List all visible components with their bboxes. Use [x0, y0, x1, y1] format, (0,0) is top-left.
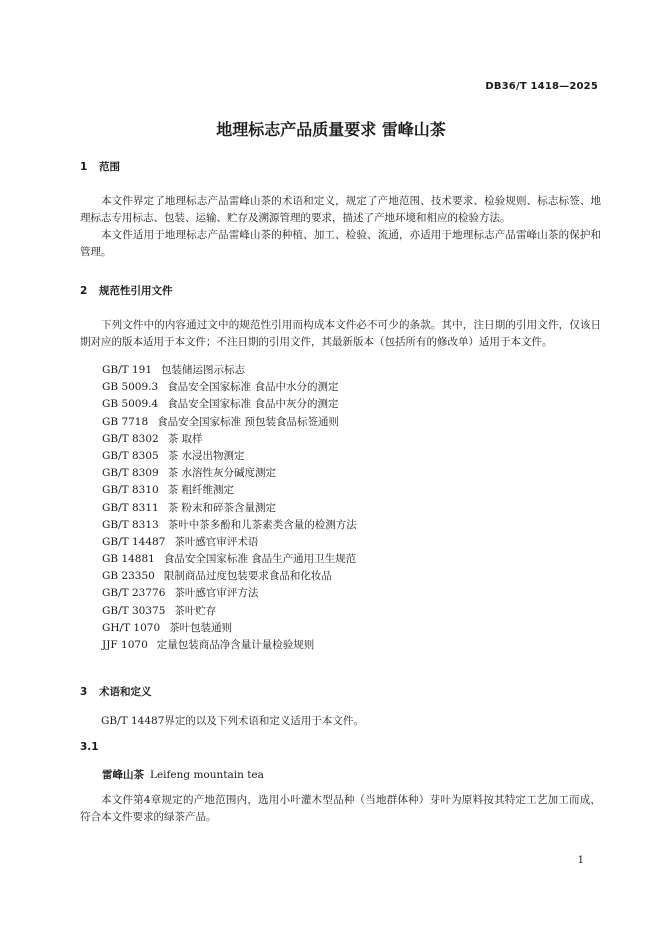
reference-item — [102, 448, 357, 465]
reference-title: 限制商品过度包装要求食品和化妆品 — [163, 570, 332, 583]
reference-code: GH/T 1070 — [102, 621, 161, 634]
reference-title: 定量包装商品净含量计量检验规则 — [156, 639, 315, 651]
reference-item — [102, 500, 357, 517]
reference-code: GB/T 23776 — [102, 587, 166, 600]
reference-item — [102, 637, 357, 654]
section-1-paragraph-2: 本文件适用于地理标志产品雷峰山茶的种植、加工、检验、流通，亦适用于地理标志产品雷峰山茶的保护和管理。 — [80, 229, 601, 259]
reference-code: GB/T 8311 — [102, 501, 159, 514]
reference-code: GB/T 191 — [102, 364, 153, 376]
term-chinese: 雷峰山茶 — [102, 769, 144, 781]
term-entry — [102, 767, 264, 782]
section-3-paragraph-1: GB/T 14487界定的以及下列术语和定义适用于本文件。 — [101, 715, 364, 727]
section-2-paragraph-1: 下列文件中的内容通过文中的规范性引用而构成本文件必不可少的条款。其中，注日期的引用文件，仅该日期对应的版本适用于本文件；不注日期的引用文件，其最新版本（包括所有的修改单）适用于本文件。 — [80, 319, 601, 349]
term-definition: 本文件第4章规定的产地范围内，选用小叶灌木型品种（当地群体种）芽叶为原料按其特定工艺加工而成，符合本文件要求的绿茶产品。 — [80, 794, 601, 824]
reference-list — [102, 362, 357, 654]
reference-title: 食品安全国家标准 预包装食品标签通则 — [157, 415, 340, 428]
reference-item — [102, 431, 357, 448]
section-number: 3 — [80, 686, 88, 698]
section-number: 1 — [80, 161, 88, 173]
document-title: 地理标志产品质量要求 雷峰山茶 — [216, 120, 446, 139]
reference-item — [102, 362, 357, 379]
reference-code: GB 5009.4 — [102, 398, 159, 411]
reference-item — [102, 620, 357, 637]
reference-title: 食品安全国家标准 食品生产通用卫生规范 — [163, 553, 357, 566]
reference-title: 茶 水浸出物测定 — [167, 449, 245, 462]
reference-item — [102, 482, 357, 499]
reference-code: GB/T 8313 — [102, 518, 159, 531]
reference-title: 茶叶感官审评方法 — [174, 587, 259, 600]
reference-item — [102, 517, 357, 534]
reference-item — [102, 534, 357, 551]
section-1-heading — [80, 159, 120, 174]
section-title: 术语和定义 — [99, 686, 152, 698]
reference-code: GB 23350 — [102, 570, 155, 583]
reference-item — [102, 465, 357, 482]
reference-code: GB/T 8309 — [102, 467, 159, 480]
section-3-heading — [80, 684, 152, 699]
reference-title: 茶 粗纤维测定 — [167, 484, 235, 497]
document-code: DB36/T 1418—2025 — [485, 81, 598, 92]
reference-title: 茶 水溶性灰分碱度测定 — [167, 467, 277, 480]
term-english: Leifeng mountain tea — [150, 769, 264, 781]
reference-code: GB 5009.3 — [102, 381, 159, 394]
reference-code: GB/T 8310 — [102, 484, 159, 497]
reference-code: GB/T 30375 — [102, 604, 166, 617]
reference-item — [102, 568, 357, 585]
section-title: 范围 — [99, 161, 120, 173]
reference-code: GB/T 8305 — [102, 449, 159, 462]
section-2-heading — [80, 283, 173, 298]
subsection-3-1-number: 3.1 — [80, 741, 99, 753]
reference-code: GB/T 8302 — [102, 432, 159, 445]
section-number: 2 — [80, 285, 88, 297]
reference-code: GB 14881 — [102, 553, 155, 566]
reference-title: 包装储运图示标志 — [161, 364, 246, 376]
reference-item — [102, 551, 357, 568]
reference-title: 茶 取样 — [167, 432, 203, 445]
reference-title: 茶叶感官审评术语 — [174, 535, 259, 548]
reference-code: JJF 1070 — [102, 639, 148, 651]
reference-title: 食品安全国家标准 食品中灰分的测定 — [167, 398, 339, 411]
reference-title: 茶叶中茶多酚和儿茶素类含量的检测方法 — [167, 518, 357, 531]
reference-code: GB 7718 — [102, 415, 149, 428]
reference-item — [102, 414, 357, 431]
reference-title: 食品安全国家标准 食品中水分的测定 — [167, 381, 339, 394]
reference-item — [102, 603, 357, 620]
section-1-paragraph-1: 本文件界定了地理标志产品雷峰山茶的术语和定义，规定了产地范围、技术要求、检验规则、标志标签、地理标志专用标志、包装、运输、贮存及溯源管理的要求，描述了产地环境和相应的检验方法。 — [80, 195, 601, 225]
reference-item — [102, 396, 357, 413]
reference-item — [102, 585, 357, 602]
reference-title: 茶 粉末和碎茶含量测定 — [167, 501, 277, 514]
reference-title: 茶叶包装通则 — [169, 621, 233, 634]
section-title: 规范性引用文件 — [99, 285, 173, 297]
page-number: 1 — [577, 855, 584, 866]
reference-title: 茶叶贮存 — [174, 604, 217, 617]
reference-item — [102, 379, 357, 396]
reference-code: GB/T 14487 — [102, 535, 166, 548]
